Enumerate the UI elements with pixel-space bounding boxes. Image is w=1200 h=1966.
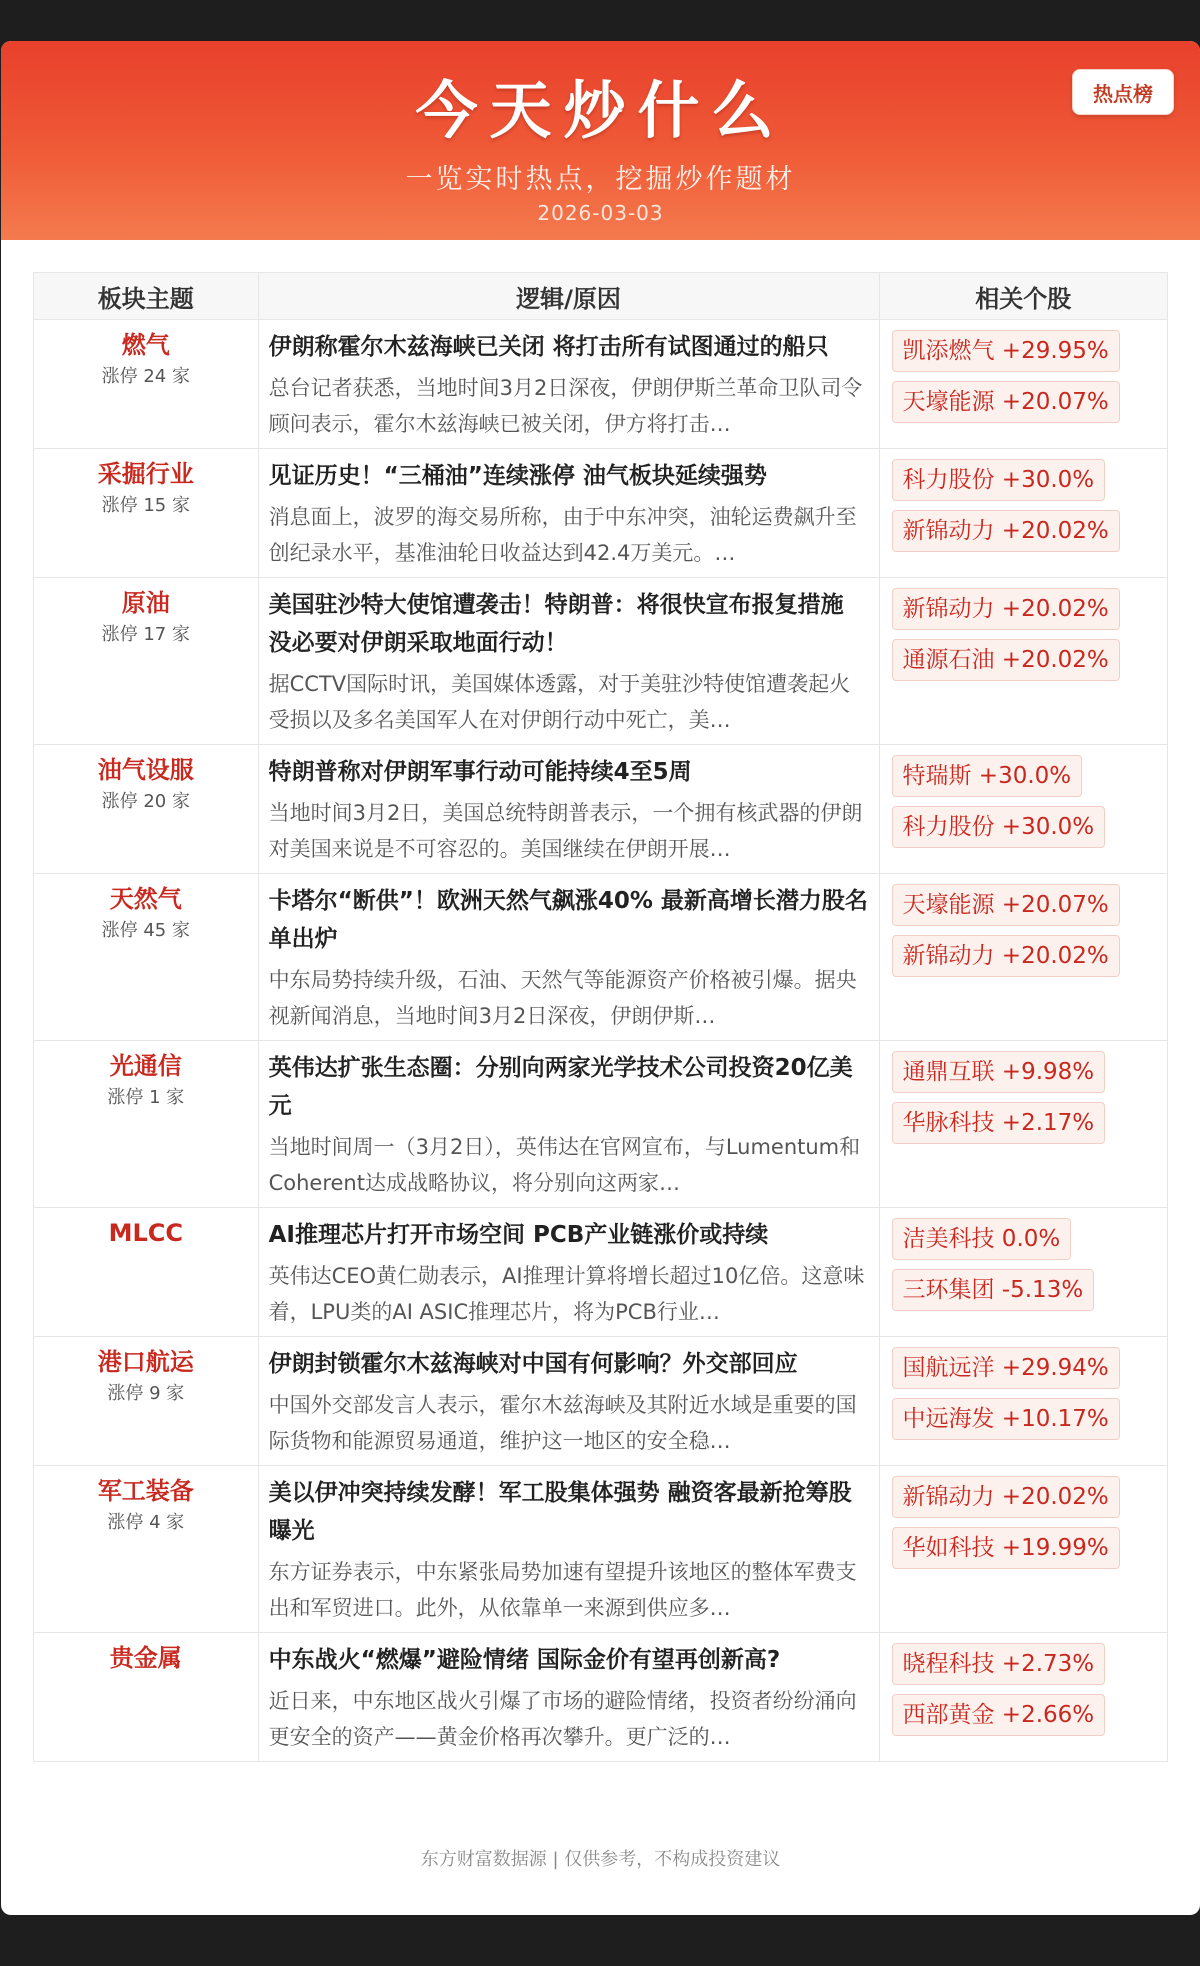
- sector-name[interactable]: 贵金属: [109, 1644, 182, 1672]
- stocks-cell: [880, 1208, 1168, 1336]
- sector-name[interactable]: MLCC: [108, 1219, 183, 1247]
- page-title: 今天炒什么: [415, 74, 786, 147]
- reason-description: 近日来，中东地区战火引爆了市场的避险情绪，投资者纷纷涌向更安全的资产——黄金价格再次攀升。更广泛的…: [268, 1689, 857, 1749]
- reason-description: 英伟达CEO黄仁勋表示，AI推理计算将增长超过10亿倍。这意味着，LPU类的AI ASIC推理芯片，将为PCB行业…: [268, 1264, 865, 1324]
- table-row[interactable]: [34, 745, 1167, 874]
- sector-name[interactable]: 燃气: [121, 331, 170, 359]
- stock-tag[interactable]: 西部黄金 +2.66%: [892, 1694, 1106, 1736]
- reason-cell: [259, 449, 880, 577]
- stocks-cell: [880, 1337, 1168, 1465]
- stock-tag[interactable]: 凯添燃气 +29.95%: [892, 330, 1120, 372]
- header-banner: [1, 41, 1200, 240]
- reason-description: 总台记者获悉，当地时间3月2日深夜，伊朗伊斯兰革命卫队司令顾问表示，霍尔木兹海峡已被关闭，伊方将打击…: [268, 376, 863, 436]
- reason-description: 消息面上，波罗的海交易所称，由于中东冲突，油轮运费飙升至创纪录水平，基准油轮日收益达到42.4万美元。…: [268, 505, 857, 565]
- sector-cell: [34, 1466, 259, 1632]
- reason-cell: [259, 874, 880, 1040]
- reason-cell: [259, 745, 880, 873]
- table-row[interactable]: [34, 1041, 1167, 1208]
- reason-title[interactable]: 见证历史！“三桶油”连续涨停 油气板块延续强势: [268, 463, 767, 489]
- sector-cell: [34, 745, 259, 873]
- limit-up-count: 涨停 4 家: [107, 1512, 185, 1533]
- stocks-cell: [880, 449, 1168, 577]
- page-subtitle: 一览实时热点，挖掘炒作题材: [405, 164, 796, 195]
- reason-cell: [259, 1208, 880, 1336]
- reason-cell: [259, 1633, 880, 1761]
- stock-tag[interactable]: 科力股份 +30.0%: [892, 459, 1106, 501]
- stock-tag[interactable]: 新锦动力 +20.02%: [892, 588, 1120, 630]
- table-body: [34, 320, 1167, 1761]
- reason-title[interactable]: 特朗普称对伊朗军事行动可能持续4至5周: [268, 759, 692, 785]
- column-header-sector: 板块主题: [34, 273, 259, 319]
- stock-tag[interactable]: 天壕能源 +20.07%: [892, 884, 1120, 926]
- table-row[interactable]: [34, 1208, 1167, 1337]
- reason-title[interactable]: 伊朗称霍尔木兹海峡已关闭 将打击所有试图通过的船只: [268, 334, 829, 360]
- stock-tag[interactable]: 中远海发 +10.17%: [892, 1398, 1120, 1440]
- stock-tag[interactable]: 新锦动力 +20.02%: [892, 1476, 1120, 1518]
- stock-tag[interactable]: 晓程科技 +2.73%: [892, 1643, 1106, 1685]
- reason-title[interactable]: 英伟达扩张生态圈：分别向两家光学技术公司投资20亿美元: [268, 1055, 853, 1119]
- sector-name[interactable]: 光通信: [109, 1052, 182, 1080]
- stock-tag[interactable]: 新锦动力 +20.02%: [892, 510, 1120, 552]
- stocks-cell: [880, 1633, 1168, 1761]
- sector-name[interactable]: 原油: [121, 589, 170, 617]
- reason-description: 据CCTV国际时讯，美国媒体透露，对于美驻沙特使馆遭袭起火受损以及多名美国军人在对伊朗行动中死亡，美…: [268, 672, 851, 732]
- stocks-cell: [880, 1041, 1168, 1207]
- stock-tag[interactable]: 科力股份 +30.0%: [892, 806, 1106, 848]
- stocks-cell: [880, 745, 1168, 873]
- sector-cell: [34, 320, 259, 448]
- hot-list-button[interactable]: 热点榜: [1072, 69, 1174, 115]
- sector-cell: [34, 1041, 259, 1207]
- stock-tag[interactable]: 通源石油 +20.02%: [892, 639, 1120, 681]
- limit-up-count: 涨停 24 家: [101, 366, 190, 387]
- table-row[interactable]: [34, 320, 1167, 449]
- table-row[interactable]: [34, 1466, 1167, 1633]
- stock-tag[interactable]: 洁美科技 0.0%: [892, 1218, 1072, 1260]
- stock-tag[interactable]: 通鼎互联 +9.98%: [892, 1051, 1106, 1093]
- hot-topics-card: [1, 41, 1200, 1915]
- reason-description: 中国外交部发言人表示，霍尔木兹海峡及其附近水域是重要的国际货物和能源贸易通道，维护这一地区的安全稳…: [268, 1393, 857, 1453]
- stock-tag[interactable]: 天壕能源 +20.07%: [892, 381, 1120, 423]
- sector-name[interactable]: 油气设服: [97, 756, 194, 784]
- footer-disclaimer: 东方财富数据源 | 仅供参考，不构成投资建议: [420, 1849, 781, 1870]
- limit-up-count: 涨停 45 家: [101, 920, 190, 941]
- sector-cell: [34, 1208, 259, 1336]
- sector-name[interactable]: 军工装备: [97, 1477, 194, 1505]
- limit-up-count: 涨停 20 家: [101, 791, 190, 812]
- table-row[interactable]: [34, 449, 1167, 578]
- stock-tag[interactable]: 华如科技 +19.99%: [892, 1527, 1120, 1569]
- reason-cell: [259, 578, 880, 744]
- limit-up-count: 涨停 1 家: [107, 1087, 185, 1108]
- reason-description: 当地时间周一（3月2日），英伟达在官网宣布，与Lumentum和Coherent达成战略协议，将分别向这两家…: [268, 1135, 861, 1195]
- reason-title[interactable]: 卡塔尔“断供”！欧洲天然气飙涨40% 最新高增长潜力股名单出炉: [268, 888, 868, 952]
- reason-description: 东方证券表示，中东紧张局势加速有望提升该地区的整体军费支出和军贸进口。此外，从依靠单一来源到供应多…: [268, 1560, 857, 1620]
- reason-description: 中东局势持续升级，石油、天然气等能源资产价格被引爆。据央视新闻消息，当地时间3月2日深夜，伊朗伊斯…: [268, 968, 857, 1028]
- stocks-cell: [880, 874, 1168, 1040]
- sector-cell: [34, 578, 259, 744]
- stock-tag[interactable]: 新锦动力 +20.02%: [892, 935, 1120, 977]
- sector-cell: [34, 449, 259, 577]
- reason-cell: [259, 1337, 880, 1465]
- stock-tag[interactable]: 三环集团 -5.13%: [892, 1269, 1095, 1311]
- limit-up-count: 涨停 17 家: [101, 624, 190, 645]
- sector-cell: [34, 1633, 259, 1761]
- page-date: 2026-03-03: [537, 201, 664, 225]
- reason-title[interactable]: 美以伊冲突持续发酵！军工股集体强势 融资客最新抢筹股曝光: [268, 1480, 852, 1544]
- stocks-cell: [880, 578, 1168, 744]
- hot-topics-table: [33, 272, 1168, 1762]
- table-header: [34, 273, 1167, 320]
- stock-tag[interactable]: 国航远洋 +29.94%: [892, 1347, 1120, 1389]
- table-row[interactable]: [34, 578, 1167, 745]
- sector-cell: [34, 874, 259, 1040]
- reason-title[interactable]: 伊朗封锁霍尔木兹海峡对中国有何影响？外交部回应: [268, 1351, 798, 1377]
- stock-tag[interactable]: 特瑞斯 +30.0%: [892, 755, 1083, 797]
- table-row[interactable]: [34, 1633, 1167, 1761]
- column-header-reason: 逻辑/原因: [259, 273, 880, 319]
- sector-name[interactable]: 天然气: [109, 885, 182, 913]
- sector-name[interactable]: 港口航运: [97, 1348, 194, 1376]
- reason-description: 当地时间3月2日，美国总统特朗普表示，一个拥有核武器的伊朗对美国来说是不可容忍的。美国继续在伊朗开展…: [268, 801, 863, 861]
- reason-title[interactable]: 中东战火“燃爆”避险情绪 国际金价有望再创新高?: [268, 1647, 781, 1673]
- reason-title[interactable]: 美国驻沙特大使馆遭袭击！特朗普：将很快宣布报复措施 没必要对伊朗采取地面行动！: [268, 592, 844, 656]
- reason-cell: [259, 320, 880, 448]
- sector-name[interactable]: 采掘行业: [97, 460, 194, 488]
- stocks-cell: [880, 1466, 1168, 1632]
- limit-up-count: 涨停 15 家: [101, 495, 190, 516]
- limit-up-count: 涨停 9 家: [107, 1383, 185, 1404]
- column-header-stocks: 相关个股: [975, 284, 1072, 313]
- stocks-cell: [880, 320, 1168, 448]
- reason-cell: [259, 1041, 880, 1207]
- sector-cell: [34, 1337, 259, 1465]
- table-row[interactable]: [34, 1337, 1167, 1466]
- table-row[interactable]: [34, 874, 1167, 1041]
- reason-cell: [259, 1466, 880, 1632]
- stock-tag[interactable]: 华脉科技 +2.17%: [892, 1102, 1106, 1144]
- reason-title[interactable]: AI推理芯片打开市场空间 PCB产业链涨价或持续: [268, 1222, 769, 1248]
